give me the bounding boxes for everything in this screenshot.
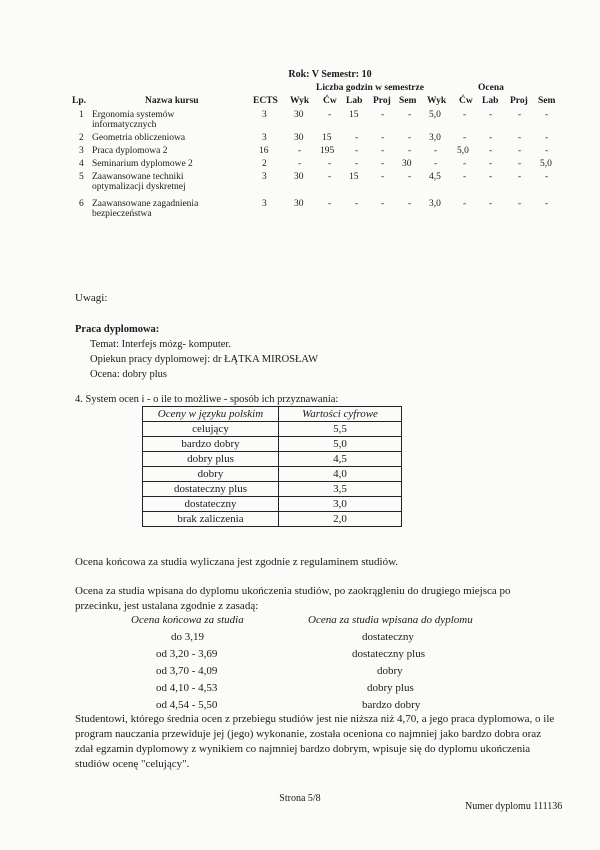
table-row (143, 467, 402, 482)
row-proj: - (381, 133, 385, 143)
row-grade-cw: - (463, 199, 467, 209)
col-lp: Lp. (72, 96, 86, 106)
row-grade-sem: - (545, 199, 549, 209)
row-lab: - (355, 159, 359, 169)
grade-name: brak zaliczenia (143, 512, 279, 527)
table-header-row (143, 407, 402, 422)
thesis-supervisor: Opiekun pracy dyplomowej: dr ŁĄTKA MIROSŁAW (90, 354, 319, 365)
row-grade-wyk: 3,0 (429, 133, 441, 143)
row-sem: - (408, 146, 412, 156)
table-row (143, 482, 402, 497)
grade-value: 4,5 (279, 452, 402, 467)
row-grade-cw: - (463, 110, 467, 120)
average-range: od 4,54 - 5,50 (156, 699, 218, 711)
average-range: do 3,19 (171, 631, 204, 643)
grade-value: 5,0 (279, 437, 402, 452)
thesis-heading: Praca dyplomowa: (75, 324, 160, 335)
average-range: od 4,10 - 4,53 (156, 682, 218, 694)
row-lp: 2 (79, 133, 84, 143)
average-range: od 3,20 - 3,69 (156, 648, 218, 660)
row-lab: 15 (349, 110, 359, 120)
col-proj: Proj (373, 96, 391, 106)
col-cw: Ćw (323, 96, 337, 106)
diploma-grade: bardzo dobry (362, 699, 421, 711)
average-range: od 3,70 - 4,09 (156, 665, 218, 677)
row-course-name: Praca dyplomowa 2 (92, 146, 168, 156)
row-lp: 5 (79, 172, 84, 182)
row-grade-lab: - (489, 159, 493, 169)
row-grade-cw: - (463, 159, 467, 169)
row-wyk: 30 (294, 199, 304, 209)
diploma-grade: dostateczny (362, 631, 414, 643)
row-grade-cw: 5,0 (457, 146, 469, 156)
grade-name: celujący (143, 422, 279, 437)
row-grade-lab: - (489, 133, 493, 143)
row-course-name: Zaawansowane techniki optymalizacji dyskretnej (92, 172, 186, 192)
year-semester-heading: Rok: V Semestr: 10 (288, 69, 372, 80)
col-lab: Lab (346, 96, 363, 106)
table-row (143, 452, 402, 467)
row-grade-sem: - (545, 110, 549, 120)
grade-name: dobry plus (143, 452, 279, 467)
row-proj: - (381, 172, 385, 182)
row-grade-proj: - (518, 199, 522, 209)
row-proj: - (381, 199, 385, 209)
col-wyk: Wyk (290, 96, 310, 106)
grade-value: 3,0 (279, 497, 402, 512)
thesis-topic: Temat: Interfejs mózg- komputer. (90, 339, 231, 350)
row-course-name: Ergonomia systemów informatycznych (92, 110, 175, 130)
row-sem: 30 (402, 159, 412, 169)
row-proj: - (381, 146, 385, 156)
table-row (143, 422, 402, 437)
table-row (143, 512, 402, 527)
table-row (143, 497, 402, 512)
row-ects: 3 (262, 110, 267, 120)
col-course-name: Nazwa kursu (145, 96, 199, 106)
row-cw: - (328, 159, 332, 169)
row-grade-wyk: 5,0 (429, 110, 441, 120)
row-grade-sem: - (545, 172, 549, 182)
row-lp: 1 (79, 110, 84, 120)
row-cw: 195 (320, 146, 335, 156)
row-grade-wyk: 3,0 (429, 199, 441, 209)
col-grade-sem: Sem (538, 96, 556, 106)
col-ects: ECTS (253, 96, 278, 106)
col-grade-wyk: Wyk (427, 96, 447, 106)
row-lab: - (355, 199, 359, 209)
row-course-name: Seminarium dyplomowe 2 (92, 159, 193, 169)
row-sem: - (408, 172, 412, 182)
row-proj: - (381, 110, 385, 120)
row-grade-lab: - (489, 172, 493, 182)
row-sem: - (408, 110, 412, 120)
grade-value: 2,0 (279, 512, 402, 527)
row-course-name: Geometria obliczeniowa (92, 133, 186, 143)
hours-group-heading: Liczba godzin w semestrze (316, 83, 424, 93)
diploma-grade-rule: Ocena za studia wpisana do dyplomu ukończenia studiów, po zaokrągleniu do drugiego miejsca po przecinku, jest ustalana zgodnie z zasadą: (75, 585, 511, 612)
row-wyk: 30 (294, 133, 304, 143)
row-ects: 3 (262, 172, 267, 182)
row-grade-sem: - (545, 133, 549, 143)
row-ects: 3 (262, 199, 267, 209)
grade-scale-table (142, 406, 402, 527)
remarks-label: Uwagi: (75, 292, 108, 304)
grade-name: dostateczny (143, 497, 279, 512)
row-sem: - (408, 133, 412, 143)
row-wyk: 30 (294, 110, 304, 120)
col-sem: Sem (399, 96, 417, 106)
grading-system-heading: 4. System ocen i - o ile to możliwe - sposób ich przyznawania: (75, 394, 339, 405)
row-proj: - (381, 159, 385, 169)
row-grade-lab: - (489, 110, 493, 120)
row-course-name: Zaawansowane zagadnienia bezpieczeństwa (92, 199, 199, 219)
row-lab: 15 (349, 172, 359, 182)
row-ects: 3 (262, 133, 267, 143)
diploma-number: Numer dyplomu 111136 (465, 801, 563, 812)
row-grade-proj: - (518, 159, 522, 169)
diploma-grade: dobry (377, 665, 403, 677)
grade-name: dobry (143, 467, 279, 482)
row-grade-cw: - (463, 133, 467, 143)
grade-group-heading: Ocena (478, 83, 504, 93)
row-lab: - (355, 146, 359, 156)
grade-name: bardzo dobry (143, 437, 279, 452)
row-cw: - (328, 172, 332, 182)
col-grade-proj: Proj (510, 96, 528, 106)
row-wyk: - (298, 159, 302, 169)
grade-value: 4,0 (279, 467, 402, 482)
row-cw: - (328, 110, 332, 120)
row-grade-sem: - (545, 146, 549, 156)
row-wyk: 30 (294, 172, 304, 182)
row-grade-lab: - (489, 146, 493, 156)
page-number: Strona 5/8 (279, 793, 321, 804)
final-grade-header: Ocena końcowa za studia (131, 614, 244, 626)
row-grade-proj: - (518, 133, 522, 143)
row-grade-wyk: 4,5 (429, 172, 441, 182)
row-cw: 15 (322, 133, 332, 143)
celujacy-rule: Studentowi, którego średnia ocen z przebiegu studiów jest nie niższa niż 4,70, a jego praca dyplomowa, o ile program nauczania przewiduje jej (jego) wykonanie, została oceniona co najmniej jako bardzo dobra oraz zdał egzamin dyplomowy z wynikiem co najmniej bardzo dobrym, wpisuje się do dyplomu ukończenia studiów ocenę "celujący". (75, 713, 555, 770)
col-grade-cw: Ćw (459, 96, 473, 106)
grade-name: dostateczny plus (143, 482, 279, 497)
grade-value-header: Wartości cyfrowe (279, 407, 402, 422)
row-grade-proj: - (518, 146, 522, 156)
diploma-grade: dostateczny plus (352, 648, 426, 660)
row-ects: 2 (262, 159, 267, 169)
row-cw: - (328, 199, 332, 209)
table-row (143, 437, 402, 452)
row-grade-sem: 5,0 (540, 159, 552, 169)
row-lp: 6 (79, 199, 84, 209)
thesis-grade: Ocena: dobry plus (90, 369, 167, 380)
grade-value: 5,5 (279, 422, 402, 437)
row-lab: - (355, 133, 359, 143)
row-lp: 4 (79, 159, 84, 169)
row-grade-proj: - (518, 172, 522, 182)
row-grade-lab: - (489, 199, 493, 209)
diploma-grade: dobry plus (367, 682, 414, 694)
final-grade-note: Ocena końcowa za studia wyliczana jest zgodnie z regulaminem studiów. (75, 556, 399, 568)
row-sem: - (408, 199, 412, 209)
row-wyk: - (298, 146, 302, 156)
diploma-grade-header: Ocena za studia wpisana do dyplomu (308, 614, 473, 626)
grade-name-header: Oceny w języku polskim (143, 407, 279, 422)
row-grade-wyk: - (434, 146, 438, 156)
col-grade-lab: Lab (482, 96, 499, 106)
row-lp: 3 (79, 146, 84, 156)
row-grade-wyk: - (434, 159, 438, 169)
grade-value: 3,5 (279, 482, 402, 497)
row-ects: 16 (259, 146, 269, 156)
row-grade-cw: - (463, 172, 467, 182)
row-grade-proj: - (518, 110, 522, 120)
